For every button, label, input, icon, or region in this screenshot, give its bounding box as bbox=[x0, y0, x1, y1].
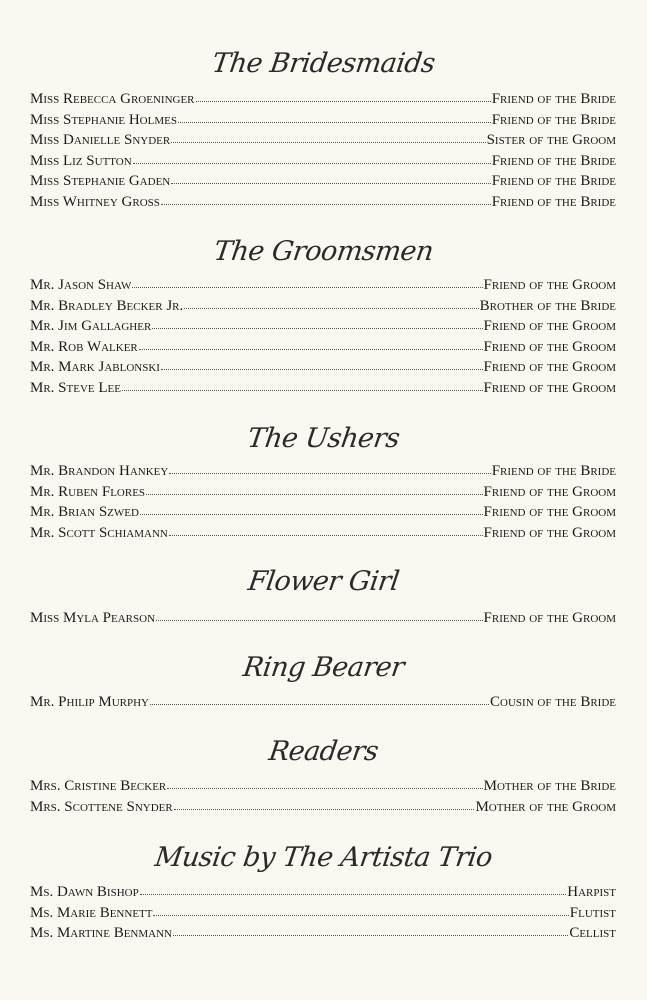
list-item bbox=[30, 359, 616, 380]
list-item bbox=[30, 884, 616, 905]
person-role: Brother of the Bride bbox=[479, 297, 616, 314]
dot-leader bbox=[122, 390, 483, 391]
dot-leader bbox=[156, 620, 482, 621]
person-role: Friend of the Groom bbox=[483, 524, 616, 541]
person-role: Friend of the Groom bbox=[483, 338, 616, 355]
person-role: Friend of the Groom bbox=[483, 277, 616, 293]
person-name: Miss Whitney Gross bbox=[30, 193, 160, 210]
dot-leader bbox=[161, 369, 483, 370]
person-name: Ms. Dawn Bishop bbox=[30, 884, 139, 900]
dot-leader bbox=[174, 809, 475, 810]
dot-leader bbox=[171, 183, 490, 184]
person-role: Friend of the Bride bbox=[491, 463, 616, 479]
person-name: Mr. Brandon Hankey bbox=[30, 463, 169, 479]
person-role: Cousin of the Bride bbox=[490, 694, 616, 710]
person-role: Flutist bbox=[569, 904, 616, 921]
list-item bbox=[30, 463, 616, 484]
list-item bbox=[30, 778, 616, 799]
person-name: Ms. Marie Bennett bbox=[30, 904, 153, 921]
person-name: Miss Rebecca Groeninger bbox=[30, 91, 195, 107]
list-item bbox=[30, 173, 616, 194]
person-name: Mr. Jason Shaw bbox=[30, 277, 132, 293]
list-item bbox=[30, 298, 616, 319]
person-role: Friend of the Groom bbox=[483, 379, 616, 396]
dot-leader bbox=[196, 101, 491, 102]
list-item bbox=[30, 484, 616, 505]
section-ushers bbox=[30, 463, 616, 545]
dot-leader bbox=[153, 915, 568, 916]
dot-leader bbox=[171, 142, 485, 143]
person-name: Miss Stephanie Gaden bbox=[30, 173, 171, 189]
list-item bbox=[30, 277, 616, 298]
person-role: Friend of the Bride bbox=[491, 152, 616, 169]
section-heading-music: Music by The Artista Trio bbox=[152, 842, 495, 873]
list-item bbox=[30, 799, 616, 820]
dot-leader bbox=[140, 514, 483, 515]
section-flower-girl bbox=[30, 610, 616, 631]
dot-leader bbox=[133, 163, 491, 164]
list-item bbox=[30, 153, 616, 174]
list-item bbox=[30, 504, 616, 525]
list-item bbox=[30, 339, 616, 360]
section-music bbox=[30, 884, 616, 946]
person-name: Miss Myla Pearson bbox=[30, 610, 156, 626]
person-name: Miss Danielle Snyder bbox=[30, 132, 171, 148]
section-groomsmen bbox=[30, 277, 616, 400]
list-item bbox=[30, 925, 616, 946]
person-name: Mr. Rob Walker bbox=[30, 338, 138, 355]
person-role: Friend of the Groom bbox=[483, 318, 616, 334]
list-item bbox=[30, 525, 616, 546]
person-role: Cellist bbox=[569, 925, 616, 941]
person-name: Mr. Bradley Becker Jr. bbox=[30, 297, 184, 314]
list-item bbox=[30, 694, 616, 715]
person-role: Mother of the Bride bbox=[483, 778, 616, 794]
person-name: Mrs. Cristine Becker bbox=[30, 778, 167, 794]
person-name: Miss Liz Sutton bbox=[30, 152, 132, 169]
person-role: Mother of the Groom bbox=[475, 798, 616, 815]
person-name: Mr. Scott Schiamann bbox=[30, 524, 168, 541]
person-name: Ms. Martine Benmann bbox=[30, 925, 172, 941]
person-name: Mr. Ruben Flores bbox=[30, 483, 146, 500]
dot-leader bbox=[139, 349, 483, 350]
list-item bbox=[30, 112, 616, 133]
section-heading-ushers: The Ushers bbox=[245, 423, 402, 454]
person-name: Mr. Mark Jablonski bbox=[30, 359, 160, 375]
person-role: Friend of the Groom bbox=[483, 359, 616, 375]
list-item bbox=[30, 91, 616, 112]
person-name: Mr. Brian Szwed bbox=[30, 504, 139, 520]
dot-leader bbox=[169, 473, 490, 474]
person-name: Mrs. Scottene Snyder bbox=[30, 798, 173, 815]
dot-leader bbox=[161, 204, 491, 205]
dot-leader bbox=[178, 122, 491, 123]
section-readers bbox=[30, 778, 616, 819]
person-name: Miss Stephanie Holmes bbox=[30, 111, 177, 128]
list-item bbox=[30, 194, 616, 215]
person-role: Harpist bbox=[567, 884, 616, 900]
list-item bbox=[30, 380, 616, 401]
dot-leader bbox=[184, 308, 478, 309]
section-ring-bearer bbox=[30, 694, 616, 715]
dot-leader bbox=[152, 328, 482, 329]
section-heading-groomsmen: The Groomsmen bbox=[211, 236, 436, 267]
person-role: Friend of the Groom bbox=[483, 504, 616, 520]
dot-leader bbox=[167, 788, 482, 789]
dot-leader bbox=[146, 494, 482, 495]
section-heading-ring-bearer: Ring Bearer bbox=[241, 652, 406, 683]
list-item bbox=[30, 318, 616, 339]
section-heading-readers: Readers bbox=[266, 736, 381, 767]
person-role: Friend of the Bride bbox=[491, 91, 616, 107]
dot-leader bbox=[173, 935, 568, 936]
list-item bbox=[30, 610, 616, 631]
list-item bbox=[30, 905, 616, 926]
section-heading-bridesmaids: The Bridesmaids bbox=[210, 48, 437, 79]
person-name: Mr. Jim Gallagher bbox=[30, 318, 152, 334]
person-role: Friend of the Groom bbox=[483, 483, 616, 500]
dot-leader bbox=[150, 704, 489, 705]
section-bridesmaids bbox=[30, 91, 616, 214]
person-role: Friend of the Bride bbox=[491, 193, 616, 210]
person-role: Friend of the Bride bbox=[491, 173, 616, 189]
dot-leader bbox=[169, 535, 483, 536]
dot-leader bbox=[140, 894, 567, 895]
dot-leader bbox=[132, 287, 482, 288]
person-name: Mr. Steve Lee bbox=[30, 379, 121, 396]
list-item bbox=[30, 132, 616, 153]
person-role: Friend of the Groom bbox=[483, 610, 616, 626]
person-role: Friend of the Bride bbox=[491, 111, 616, 128]
section-heading-flower-girl: Flower Girl bbox=[246, 566, 401, 597]
person-role: Sister of the Groom bbox=[486, 132, 616, 148]
person-name: Mr. Philip Murphy bbox=[30, 694, 149, 710]
